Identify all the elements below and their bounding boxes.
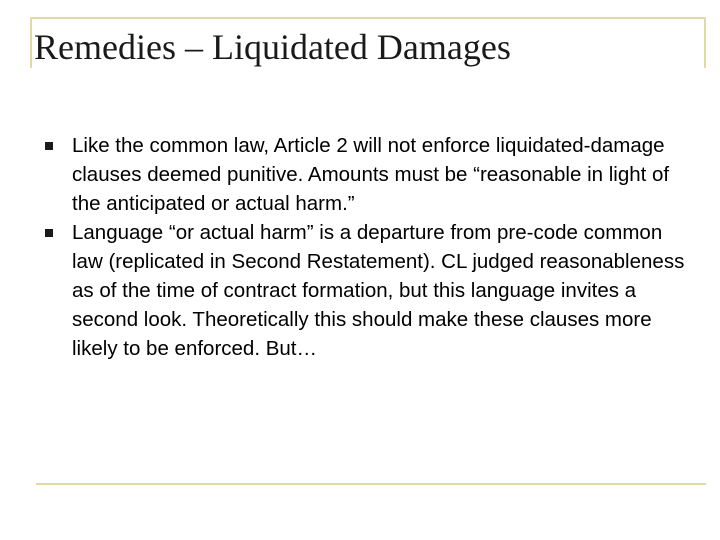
slide-title: Remedies – Liquidated Damages (34, 27, 511, 67)
bullet-text: Language “or actual harm” is a departure from pre-code common law (replicated in Second Restatement). CL judged reasonableness as of the time of contract formation, but this language invites a second look. Theoretically this should make these clauses more likely to be enforced. But… (72, 221, 685, 360)
top-accent-rule (30, 17, 706, 19)
left-accent-rule (30, 17, 32, 68)
bullet-list (40, 131, 685, 363)
bullet-text: Like the common law, Article 2 will not enforce liquidated-damage clauses deemed punitive. Amounts must be “reasonable in light of the anticipated or actual harm.” (72, 134, 670, 215)
square-bullet-icon (45, 229, 53, 237)
bullet-item (40, 218, 685, 363)
right-accent-rule (704, 17, 706, 68)
bottom-accent-rule (36, 483, 706, 485)
bullet-item (40, 131, 685, 218)
square-bullet-icon (45, 142, 53, 150)
